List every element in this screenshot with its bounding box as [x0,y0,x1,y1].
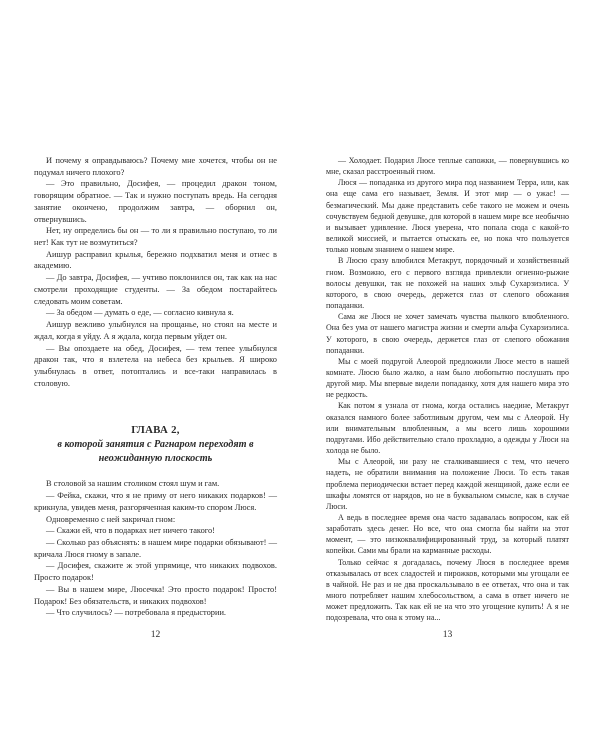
right-page [326,155,569,624]
paragraph: Нет, ну определись бы он — то ли я правильно поступаю, то ли нет! Как тут не возмутиться? [34,226,277,248]
left-page [34,155,277,619]
paragraph: — За обедом — думать о еде, — согласно кивнула я. [46,308,234,318]
paragraph: Одновременно с ней закричал гном: [46,514,176,524]
paragraph: — Скажи ей, что в подарках нет ничего такого! [46,526,215,536]
paragraph: Только сейчас я догадалась, почему Люся в последнее время отказывалась от всех сладостей и пирожков, которыми мы угощали ее в чайной. Не раз и не два проскальзывало в ее ответах, что она и так много потребляет нашим хлебосольством, а сама в ответ ничего не может предложить. Так как ей не на что это угощение купить! А я не подозревала, что она к этому на... [326,557,569,623]
paragraph: — Вы опоздаете на обед, Досифея, — тем тепее улыбнулся дракон так, что я взлетела на небеса без крыльев. Я широко улыбнулась в ответ, потоптались и все-таки направилась в столовую. [34,343,277,388]
paragraph: Мы с Алеорой, ни разу не сталкивавшиеся с тем, что нечего надеть, не обратили внимания на положение Люси. То есть такая проблема периодически встает перед каждой женщиной, даже если ее шкафы ломятся от нарядов, но не в буквальном смысле, как в случае Люси. [326,457,569,511]
paragraph: — Холодает. Подарил Люсе теплые сапожки, — повернувшись ко мне, сказал расстроенный гном. [326,156,569,177]
paragraph: — До завтра, Досифея, — учтиво поклонился он, так как на нас смотрели проходящие студенты. — За обедом постарайтесь следовать моим советам. [34,273,277,306]
paragraph: Как потом я узнала от гнома, когда остались наедине, Метакрут оказался намного более заботливым другом, чем мы с Алеорой. Ну или внимательным влюбленным, а мы всего лишь хорошими подругами. Ибо действительно стало прохладно, а одежды у Люси на холода не было. [326,401,569,456]
paragraph: И почему я оправдываюсь? Почему мне хочется, чтобы он не подумал ничего плохого? [34,156,277,177]
paragraph: — Сколько раз объяснять: в нашем мире подарки обязывают! — кричала Люся гному в запале. [34,537,277,559]
paragraph: Люся — попаданка из другого мира под названием Терра, или, как она еще сама его называет, Земля. И этот мир — о ужас! — безмагический. Мы даже представить себе такого не можем и очень сочувствуем бедной девушке, для которой в нашем мире все необычно и вызывает удивление. Люся уверена, что попала сюда с какой-то великой миссией, и пытается отыскать ее, но пока что пользуется только новым знанием о нашем мире. [326,178,569,255]
paragraph: — Досифея, скажите ж этой упрямице, что никаких подвохов. Просто подарок! [34,561,277,583]
paragraph: — Фейка, скажи, что я не приму от него никаких подарков! — крикнула, увидев меня, разгоряченная каким-то спором Люся. [34,491,277,512]
paragraph: — Это правильно, Досифея, — процедил дракон тоном, говорящим обратное. — Так и нужно поступать вредь. На сегодня занятие окончено, продолжим завтра, — оборнил он, отвернувшись. [34,179,277,224]
paragraph: В Люсю сразу влюбился Метакрут, порядочный и хозяйственный гном. Возможно, его с первого взгляда привлекли огненно-рыжие волосы девушки, так не похожей на наших эльф Сухарзиэлиса. У которого, в свою очередь, держется глаз от слепого обожания попаданки. [326,256,569,311]
paragraph: Аишур расправил крылья, бережно подхватил меня и отнес в академию. [34,249,277,271]
page-number-right: 13 [442,629,453,640]
paragraph: Мы с моей подругой Алеорой предложили Люсе место в нашей комнате. Люсю было жалко, а нам было любопытно послушать про другой мир. Мы впервые видели попаданку, хотя для нашего мира это не редкость. [326,356,569,400]
page-number-left: 12 [150,629,161,640]
chapter-subtitle: в которой занятия с Рагнаром переходят в неожиданную плоскость [57,439,254,465]
chapter-title: ГЛАВА 2, [131,424,180,437]
paragraph: Аишур вежливо улыбнулся на прощанье, но стоял на месте и ждал, когда я уйду. А я ждала, когда первым уйдет он. [34,320,277,341]
paragraph: В столовой за нашим столиком стоял шум и гам. [46,479,220,489]
paragraph: — Что случилось? — потребовала я предыстории. [46,608,227,618]
paragraph: — Вы в нашем мире, Люсечка! Это просто подарок! Просто! Подарок! Без обязательств, и никаких подвохов! [34,584,277,606]
paragraph: Сама же Люся не хочет замечать чувства пылкого влюбленного. Она без ума от нашего магистра жизни и смерти альфа Сухарзиэлиса. У которого, в свою очередь, держется глаз от слепого обожания попаданки. [326,312,569,355]
chapter-heading [34,423,277,466]
paragraph: А ведь в последнее время она часто задавалась вопросом, как ей заработать здесь денег. Но все, что она смогла бы найти на этот момент, — это низкоквалифицированный труд, за который платят копейки. Сами мы брали на карманные расходы. [326,513,569,556]
